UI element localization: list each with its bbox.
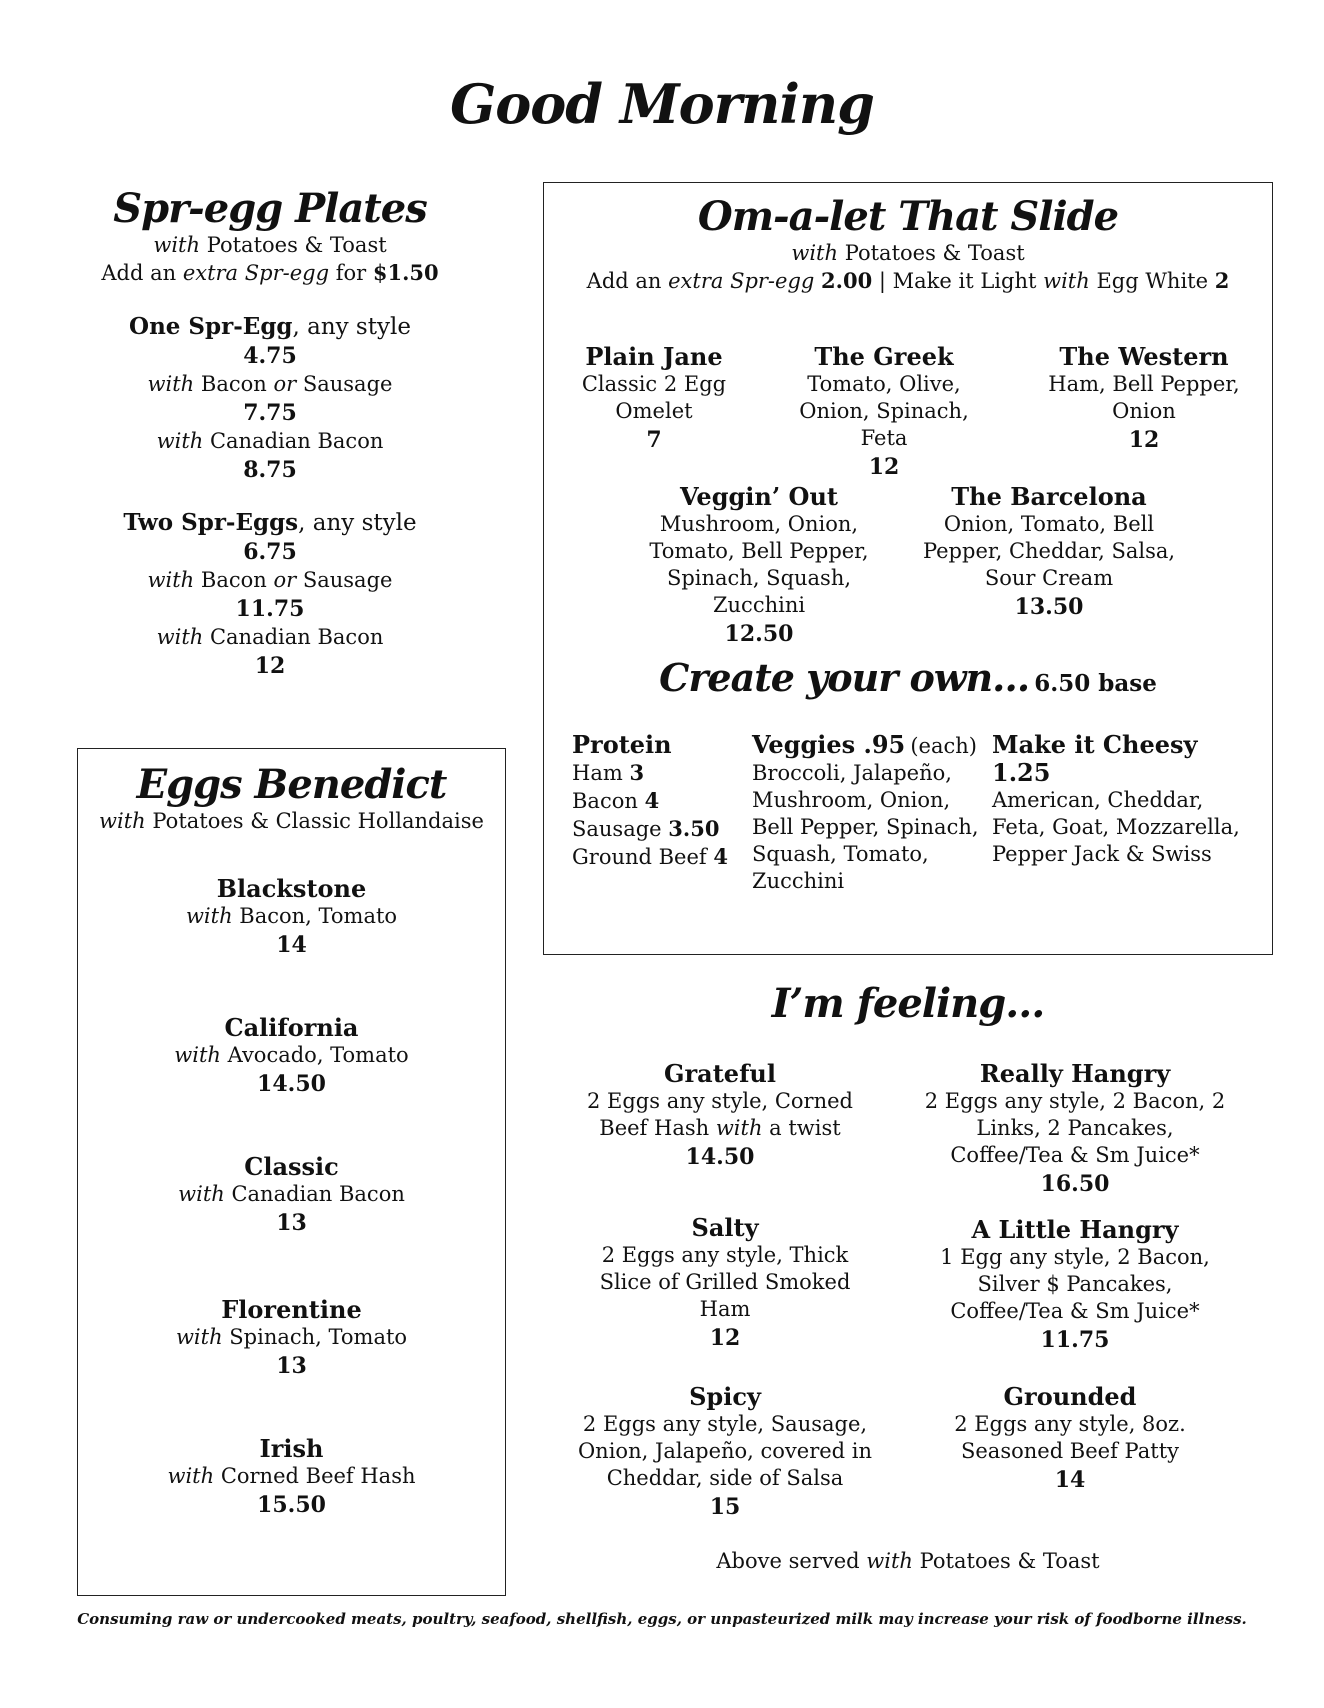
feeling-item-a-little-hangry: A Little Hangry 1 Egg any style, 2 Bacon, Silver $ Pancakes, Coffee/Tea & Sm Juice* 11.75 xyxy=(940,1215,1210,1353)
cheesy-list: Make it Cheesy 1.25 American, Cheddar, Feta, Goat, Mozzarella, Pepper Jack & Swiss xyxy=(992,730,1240,866)
item-name: Two Spr-Eggs xyxy=(123,509,299,536)
spregg-subtitle: with Potatoes & Toast xyxy=(153,233,387,257)
omelet-box xyxy=(543,182,1273,955)
benedict-item: Blackstone with Bacon, Tomato 14 xyxy=(185,874,398,958)
omelet-item-plain-jane: Plain Jane Classic 2 Egg Omelet 7 xyxy=(581,342,727,453)
item-price: 8.75 xyxy=(243,457,297,483)
omelet-item-western: The Western Ham, Bell Pepper, Onion 12 xyxy=(1048,342,1240,453)
feeling-item-grateful: Grateful 2 Eggs any style, Corned Beef Hash with a twist 14.50 xyxy=(586,1059,853,1170)
feeling-footer: Above served with Potatoes & Toast xyxy=(716,1549,1100,1573)
create-your-own xyxy=(544,655,1272,700)
page-title: Good Morning xyxy=(450,72,874,136)
omelet-extras: Add an extra Spr-egg 2.00 | Make it Light with Egg White 2 xyxy=(586,268,1230,293)
item-price: 6.75 xyxy=(243,539,297,565)
disclaimer: Consuming raw or undercooked meats, poultry, seafood, shellfish, eggs, or unpasteurized milk may increase your risk of foodborne illness. xyxy=(77,1610,1247,1628)
omelet-item-barcelona: The Barcelona Onion, Tomato, Bell Pepper, Cheddar, Salsa, Sour Cream 13.50 xyxy=(922,482,1176,620)
item-name: One Spr-Egg xyxy=(129,313,293,340)
benedict-item: Irish with Corned Beef Hash 15.50 xyxy=(167,1434,416,1518)
omelet-item-veggin-out: Veggin’ Out Mushroom, Onion, Tomato, Bell Pepper, Spinach, Squash, Zucchini 12.50 xyxy=(649,482,869,647)
benedict-item: Florentine with Spinach, Tomato 13 xyxy=(175,1295,408,1379)
feeling-item-grounded: Grounded 2 Eggs any style, 8oz. Seasoned Beef Patty 14 xyxy=(954,1382,1186,1493)
veggies-list: Veggies .95 (each) Broccoli, Jalapeño, Mushroom, Onion, Bell Pepper, Spinach, Squash, Tomato, Zucchini xyxy=(752,730,979,893)
item-price: 12 xyxy=(254,653,286,679)
create-title: Create your own… xyxy=(659,655,1030,700)
feeling-item-spicy: Spicy 2 Eggs any style, Sausage, Onion, Jalapeño, covered in Cheddar, side of Salsa 15 xyxy=(577,1382,873,1520)
omelet-title: Om-a-let That Slide xyxy=(697,193,1119,240)
feeling-item-salty: Salty 2 Eggs any style, Thick Slice of Grilled Smoked Ham 12 xyxy=(599,1213,851,1351)
item-price: 4.75 xyxy=(243,343,297,369)
item-price: 7.75 xyxy=(243,400,297,426)
protein-list: Protein Ham 3 Bacon 4 Sausage 3.50 Ground Beef 4 xyxy=(572,730,728,869)
omelet-subtitle: with Potatoes & Toast xyxy=(791,241,1025,265)
feeling-item-really-hangry: Really Hangry 2 Eggs any style, 2 Bacon, 2 Links, 2 Pancakes, Coffee/Tea & Sm Juice* 16.50 xyxy=(924,1059,1226,1197)
benedict-box xyxy=(77,748,506,1596)
benedict-title: Eggs Benedict xyxy=(136,761,447,808)
feeling-title: I’m feeling… xyxy=(771,980,1045,1027)
spregg-section xyxy=(70,185,470,681)
item-price: 11.75 xyxy=(235,596,305,622)
benedict-subtitle: with Potatoes & Classic Hollandaise xyxy=(99,809,484,833)
spregg-one: One Spr-Egg, any style 4.75 with Bacon or Sausage 7.75 with Canadian Bacon 8.75 xyxy=(70,313,470,485)
benedict-item: Classic with Canadian Bacon 13 xyxy=(178,1152,405,1236)
benedict-item: California with Avocado, Tomato 14.50 xyxy=(174,1013,409,1097)
omelet-item-greek: The Greek Tomato, Olive, Onion, Spinach, Feta 12 xyxy=(799,342,969,480)
spregg-add-extra: Add an extra Spr-egg for $1.50 xyxy=(101,260,439,285)
spregg-two: Two Spr-Eggs, any style 6.75 with Bacon or Sausage 11.75 with Canadian Bacon 12 xyxy=(70,509,470,681)
create-base-price: 6.50 base xyxy=(1034,670,1157,697)
spregg-title: Spr-egg Plates xyxy=(113,185,427,232)
